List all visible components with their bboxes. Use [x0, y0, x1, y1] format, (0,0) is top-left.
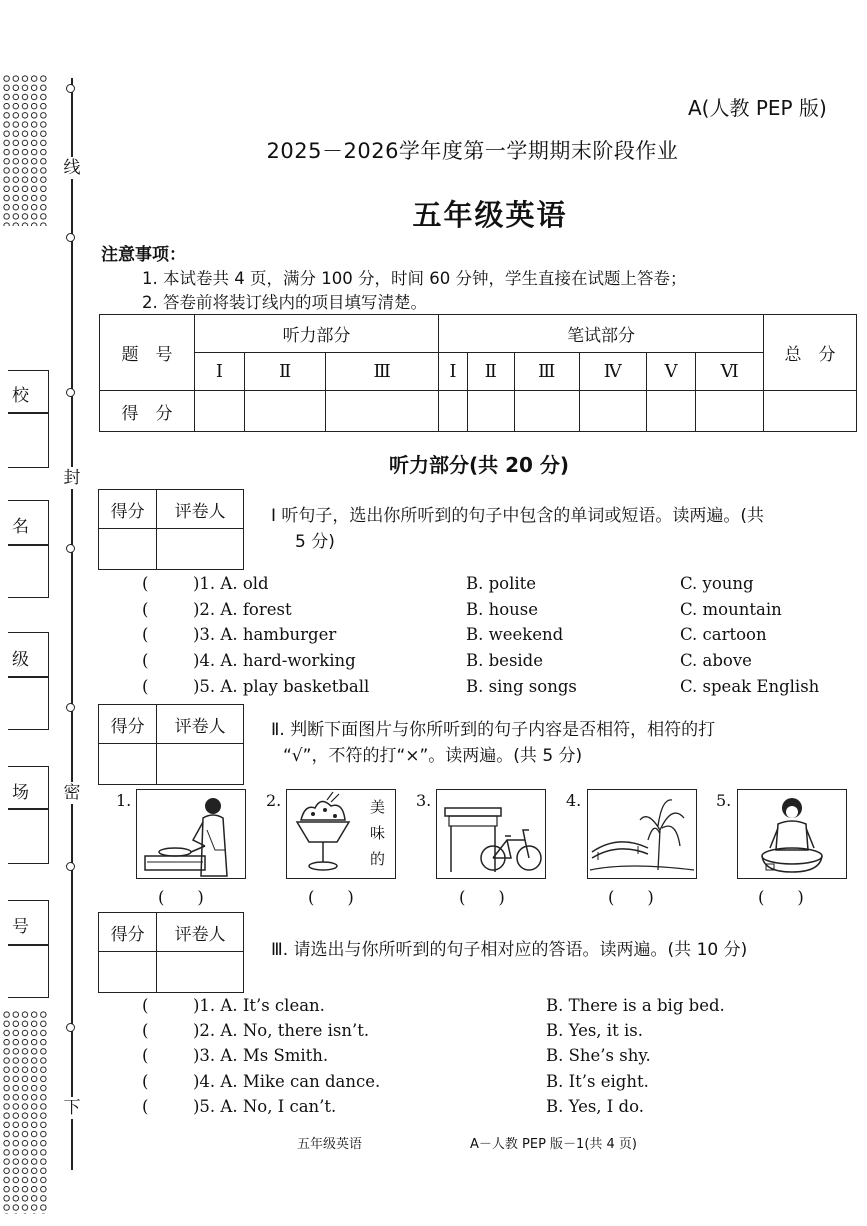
grader-name-label: 评卷人 [157, 705, 244, 744]
binding-char-xian: 线 [63, 158, 81, 178]
binding-circle [66, 862, 75, 871]
answer-blank[interactable]: ( [142, 1097, 149, 1116]
bike-beside-table-picture [436, 789, 546, 879]
option-a: )5. A. No, I can’t. [193, 1097, 337, 1116]
answer-blank[interactable]: ( [142, 1072, 149, 1091]
grader-name-label: 评卷人 [157, 913, 244, 952]
score-cell[interactable] [326, 391, 439, 432]
grader-name-label: 评卷人 [157, 490, 244, 529]
option-a: )3. A. hamburger [193, 625, 337, 644]
footer-subject: 五年级英语 [297, 1137, 363, 1152]
answer-blank[interactable]: ( [142, 574, 149, 593]
answer-blank[interactable]: ( ) [158, 888, 204, 907]
option-a: )4. A. Mike can dance. [193, 1072, 381, 1091]
edition-label: A(人教 PEP 版) [688, 96, 827, 120]
writing-number: Ⅲ [514, 353, 579, 391]
option-a: )3. A. Ms Smith. [193, 1046, 329, 1065]
answer-blank[interactable]: ( [142, 996, 149, 1015]
grader-name-cell[interactable] [157, 744, 244, 785]
writing-number: Ⅵ [696, 353, 764, 391]
woman-cooking-picture [136, 789, 246, 879]
field-divider [8, 944, 48, 946]
grader-score-label: 得分 [99, 490, 157, 529]
grader-score-label: 得分 [99, 705, 157, 744]
score-cell[interactable] [244, 391, 325, 432]
picture-number: 5. [716, 791, 732, 810]
grader-name-cell[interactable] [157, 529, 244, 570]
footer-page-number: A－人教 PEP 版－1(共 4 页) [470, 1137, 638, 1152]
writing-number: Ⅳ [579, 353, 646, 391]
ice-cream-picture [286, 789, 396, 879]
option-c: C. cartoon [680, 625, 767, 644]
binding-circle [66, 233, 75, 242]
option-c: C. mountain [680, 600, 782, 619]
picture-number: 3. [416, 791, 432, 810]
subject-title: 五年级英语 [412, 198, 568, 232]
notice-item: 2. 答卷前将装订线内的项目填写清楚。 [142, 293, 427, 312]
score-row-label: 得 分 [100, 391, 195, 432]
part1-title-cont: 5 分) [295, 532, 335, 552]
binding-circle [66, 703, 75, 712]
picture-number: 1. [116, 791, 132, 810]
binding-circle [66, 388, 75, 397]
listening-header: 听力部分 [195, 315, 439, 353]
field-divider [8, 544, 48, 546]
grader-table-part2 [98, 704, 244, 785]
class-field-label: 级 [12, 650, 29, 670]
binding-circle [66, 84, 75, 93]
binding-char-xia: 下 [63, 1098, 81, 1118]
answer-blank[interactable]: ( [142, 1046, 149, 1065]
grader-score-label: 得分 [99, 913, 157, 952]
option-a: )2. A. No, there isn’t. [193, 1021, 370, 1040]
seat-number-field-label: 号 [12, 917, 29, 937]
part3-title: Ⅲ. 请选出与你所听到的句子相对应的答语。读两遍。(共 10 分) [271, 940, 748, 960]
field-divider [8, 676, 48, 678]
answer-blank[interactable]: ( [142, 1021, 149, 1040]
binding-circle [66, 1023, 75, 1032]
caption-char: 美 [369, 798, 385, 816]
grader-score-cell[interactable] [99, 952, 157, 993]
binding-circle [66, 544, 75, 553]
writing-header: 笔试部分 [439, 315, 764, 353]
question-number-label: 题 号 [100, 315, 195, 391]
option-b: B. It’s eight. [546, 1072, 649, 1091]
total-score-label: 总 分 [764, 315, 857, 391]
option-b: B. house [466, 600, 539, 619]
part1-title: Ⅰ 听句子，选出你所听到的句子中包含的单词或短语。读两遍。(共 [271, 506, 765, 526]
answer-blank[interactable]: ( [142, 600, 149, 619]
answer-blank[interactable]: ( [142, 677, 149, 696]
caption-char: 味 [369, 824, 385, 842]
field-divider [8, 412, 48, 414]
exam-title: 2025－2026学年度第一学期期末阶段作业 [266, 139, 679, 163]
grader-table-part1 [98, 489, 244, 570]
listening-number: Ⅰ [195, 353, 245, 391]
part2-title-cont: “√”，不符的打“×”。读两遍。(共 5 分) [283, 746, 583, 766]
option-a: )2. A. forest [193, 600, 292, 619]
binding-dots-bottom [2, 1010, 48, 1214]
score-cell[interactable] [439, 391, 468, 432]
option-b: B. polite [466, 574, 537, 593]
answer-blank[interactable]: ( ) [308, 888, 354, 907]
option-b: B. beside [466, 651, 544, 670]
option-b: B. weekend [466, 625, 564, 644]
exam-room-field-label: 场 [12, 783, 29, 803]
writing-number: Ⅰ [439, 353, 468, 391]
grader-table-part3 [98, 912, 244, 993]
name-field-label: 名 [12, 517, 29, 537]
grader-name-cell[interactable] [157, 952, 244, 993]
score-cell[interactable] [195, 391, 245, 432]
writing-number: Ⅴ [646, 353, 696, 391]
option-a: )5. A. play basketball [193, 677, 370, 696]
option-b: B. There is a big bed. [546, 996, 725, 1015]
binding-char-feng: 封 [63, 468, 81, 488]
picture-number: 2. [266, 791, 282, 810]
answer-blank[interactable]: ( [142, 651, 149, 670]
notice-item: 1. 本试卷共 4 页，满分 100 分，时间 60 分钟，学生直接在试题上答卷； [142, 269, 687, 288]
score-cell[interactable] [467, 391, 514, 432]
binding-char-mi: 密 [63, 783, 81, 803]
option-b: B. sing songs [466, 677, 577, 696]
option-c: C. above [680, 651, 752, 670]
part2-title: Ⅱ. 判断下面图片与你所听到的句子内容是否相符，相符的打 [271, 720, 716, 740]
grader-score-cell[interactable] [99, 529, 157, 570]
option-b: B. Yes, I do. [546, 1097, 645, 1116]
total-score-cell[interactable] [764, 391, 857, 432]
option-c: C. young [680, 574, 754, 593]
option-b: B. Yes, it is. [546, 1021, 643, 1040]
score-cell[interactable] [646, 391, 696, 432]
option-c: C. speak English [680, 677, 820, 696]
option-a: )4. A. hard-working [193, 651, 356, 670]
answer-blank[interactable]: ( [142, 625, 149, 644]
picture-number: 4. [566, 791, 582, 810]
school-field-label: 校 [12, 386, 29, 406]
option-a: )1. A. old [193, 574, 269, 593]
boy-washing-clothes-picture [737, 789, 847, 879]
writing-number: Ⅱ [467, 353, 514, 391]
score-table [99, 314, 857, 432]
caption-char: 的 [369, 850, 385, 868]
bridge-tree-picture [587, 789, 697, 879]
listening-section-title: 听力部分(共 20 分) [388, 453, 570, 477]
option-b: B. She’s shy. [546, 1046, 651, 1065]
answer-blank[interactable]: ( ) [608, 888, 654, 907]
score-cell[interactable] [514, 391, 579, 432]
grader-score-cell[interactable] [99, 744, 157, 785]
score-cell[interactable] [579, 391, 646, 432]
answer-blank[interactable]: ( ) [758, 888, 804, 907]
score-cell[interactable] [696, 391, 764, 432]
answer-blank[interactable]: ( ) [459, 888, 505, 907]
notice-heading: 注意事项： [101, 245, 186, 265]
picture-caption [370, 794, 385, 872]
option-a: )1. A. It’s clean. [193, 996, 325, 1015]
listening-number: Ⅲ [326, 353, 439, 391]
field-divider [8, 808, 48, 810]
listening-number: Ⅱ [244, 353, 325, 391]
